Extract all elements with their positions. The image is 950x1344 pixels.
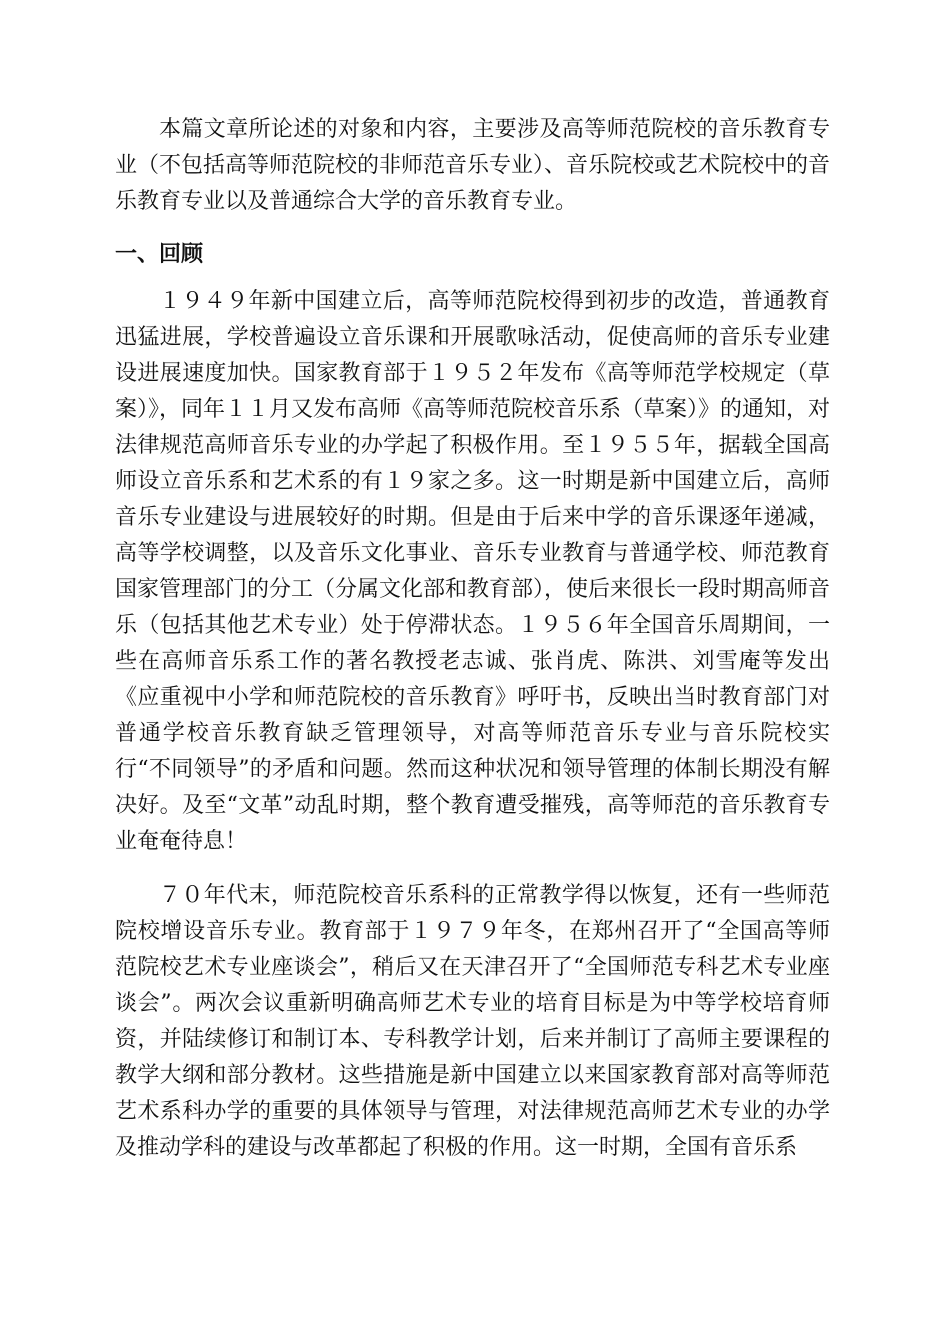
history-paragraph-1: １９４９年新中国建立后，高等师范院校得到初步的改造，普通教育迅猛进展，学校普遍设立音乐课和开展歌咏活动，促使高师的音乐专业建设进展速度加快。国家教育部于１９５２年发布《高等师范学校规定（草案）》，同年１１月又发布高师《高等师范院校音乐系（草案）》的通知，对法律规范高师音乐专业的办学起了积极作用。至１９５５年，据载全国高师设立音乐系和艺术系的有１９家之多。这一时期是新中国建立后，高师音乐专业建设与进展较好的时期。但是由于后来中学的音乐课逐年递减，高等学校调整，以及音乐文化事业、音乐专业教育与普通学校、师范教育国家管理部门的分工（分属文化部和教育部），使后来很长一段时期高师音乐（包括其他艺术专业）处于停滞状态。１９５６年全国音乐周期间，一些在高师音乐系工作的著名教授老志诚、张肖虎、陈洪、刘雪庵等发出《应重视中小学和师范院校的音乐教育》呼吁书，反映出当时教育部门对普通学校音乐教育缺乏管理领导，对高等师范音乐专业与音乐院校实行“不同领导”的矛盾和问题。然而这种状况和领导管理的体制长期没有解决好。及至“文革”动乱时期，整个教育遭受摧残，高等师范的音乐教育专业奄奄待息！ [115,289,831,854]
history-paragraph-2: ７０年代末，师范院校音乐系科的正常教学得以恢复，还有一些师范院校增设音乐专业。教育部于１９７９年冬，在郑州召开了“全国高等师范院校艺术专业座谈会”，稍后又在天津召开了“全国师范专科艺术专业座谈会”。两次会议重新明确高师艺术专业的培育目标是为中等学校培育师资，并陆续修订和制订本、专科教学计划，后来并制订了高师主要课程的教学大纲和部分教材。这些措施是新中国建立以来国家教育部对高等师范艺术系科办学的重要的具体领导与管理，对法律规范高师艺术专业的办学及推动学科的建设与改革都起了积极的作用。这一时期，全国有音乐系 [115,883,830,1160]
intro-paragraph: 本篇文章所论述的对象和内容，主要涉及高等师范院校的音乐教育专业（不包括高等师范院校的非师范音乐专业）、音乐院校或艺术院校中的音乐教育专业以及普通综合大学的音乐教育专业。 [115,117,831,214]
section-heading: 一、回顾 [115,241,204,267]
paragraph-gap [115,860,830,878]
document-body [115,112,830,1166]
